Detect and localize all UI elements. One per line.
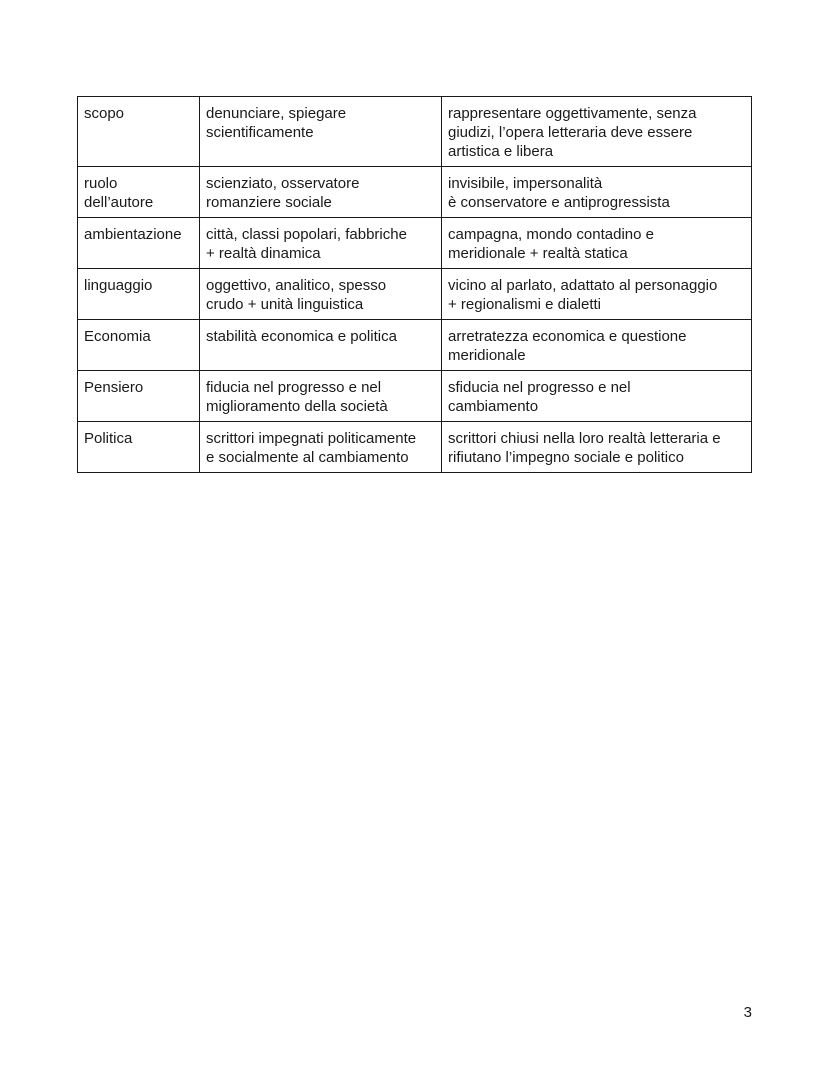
row-label-cell: ruolo dell’autore <box>78 167 200 218</box>
page-number: 3 <box>743 1004 752 1021</box>
row-label-cell: linguaggio <box>78 269 200 320</box>
first-column-cell: fiducia nel progresso e nel miglioramento della società <box>200 371 442 422</box>
first-column-cell: scrittori impegnati politicamente e socialmente al cambiamento <box>200 422 442 473</box>
table-row <box>78 97 752 167</box>
first-column-cell: denunciare, spiegare scientificamente <box>200 97 442 167</box>
row-label-cell: Politica <box>78 422 200 473</box>
second-column-cell: scrittori chiusi nella loro realtà letteraria e rifiutano l’impegno sociale e politico <box>442 422 752 473</box>
first-column-cell: stabilità economica e politica <box>200 320 442 371</box>
table-row <box>78 218 752 269</box>
row-label-cell: ambientazione <box>78 218 200 269</box>
row-label-cell: Pensiero <box>78 371 200 422</box>
row-label-cell: Economia <box>78 320 200 371</box>
first-column-cell: oggettivo, analitico, spesso crudo + unità linguistica <box>200 269 442 320</box>
table-row <box>78 422 752 473</box>
table-row <box>78 371 752 422</box>
row-label-cell: scopo <box>78 97 200 167</box>
second-column-cell: campagna, mondo contadino e meridionale + realtà statica <box>442 218 752 269</box>
second-column-cell: arretratezza economica e questione meridionale <box>442 320 752 371</box>
second-column-cell: rappresentare oggettivamente, senza giudizi, l’opera letteraria deve essere artistica e libera <box>442 97 752 167</box>
first-column-cell: città, classi popolari, fabbriche + realtà dinamica <box>200 218 442 269</box>
second-column-cell: sfiducia nel progresso e nel cambiamento <box>442 371 752 422</box>
table-row <box>78 320 752 371</box>
table-row <box>78 269 752 320</box>
first-column-cell: scienziato, osservatore romanziere sociale <box>200 167 442 218</box>
second-column-cell: invisibile, impersonalità è conservatore e antiprogressista <box>442 167 752 218</box>
table-row <box>78 167 752 218</box>
second-column-cell: vicino al parlato, adattato al personaggio + regionalismi e dialetti <box>442 269 752 320</box>
comparison-table <box>77 96 752 473</box>
